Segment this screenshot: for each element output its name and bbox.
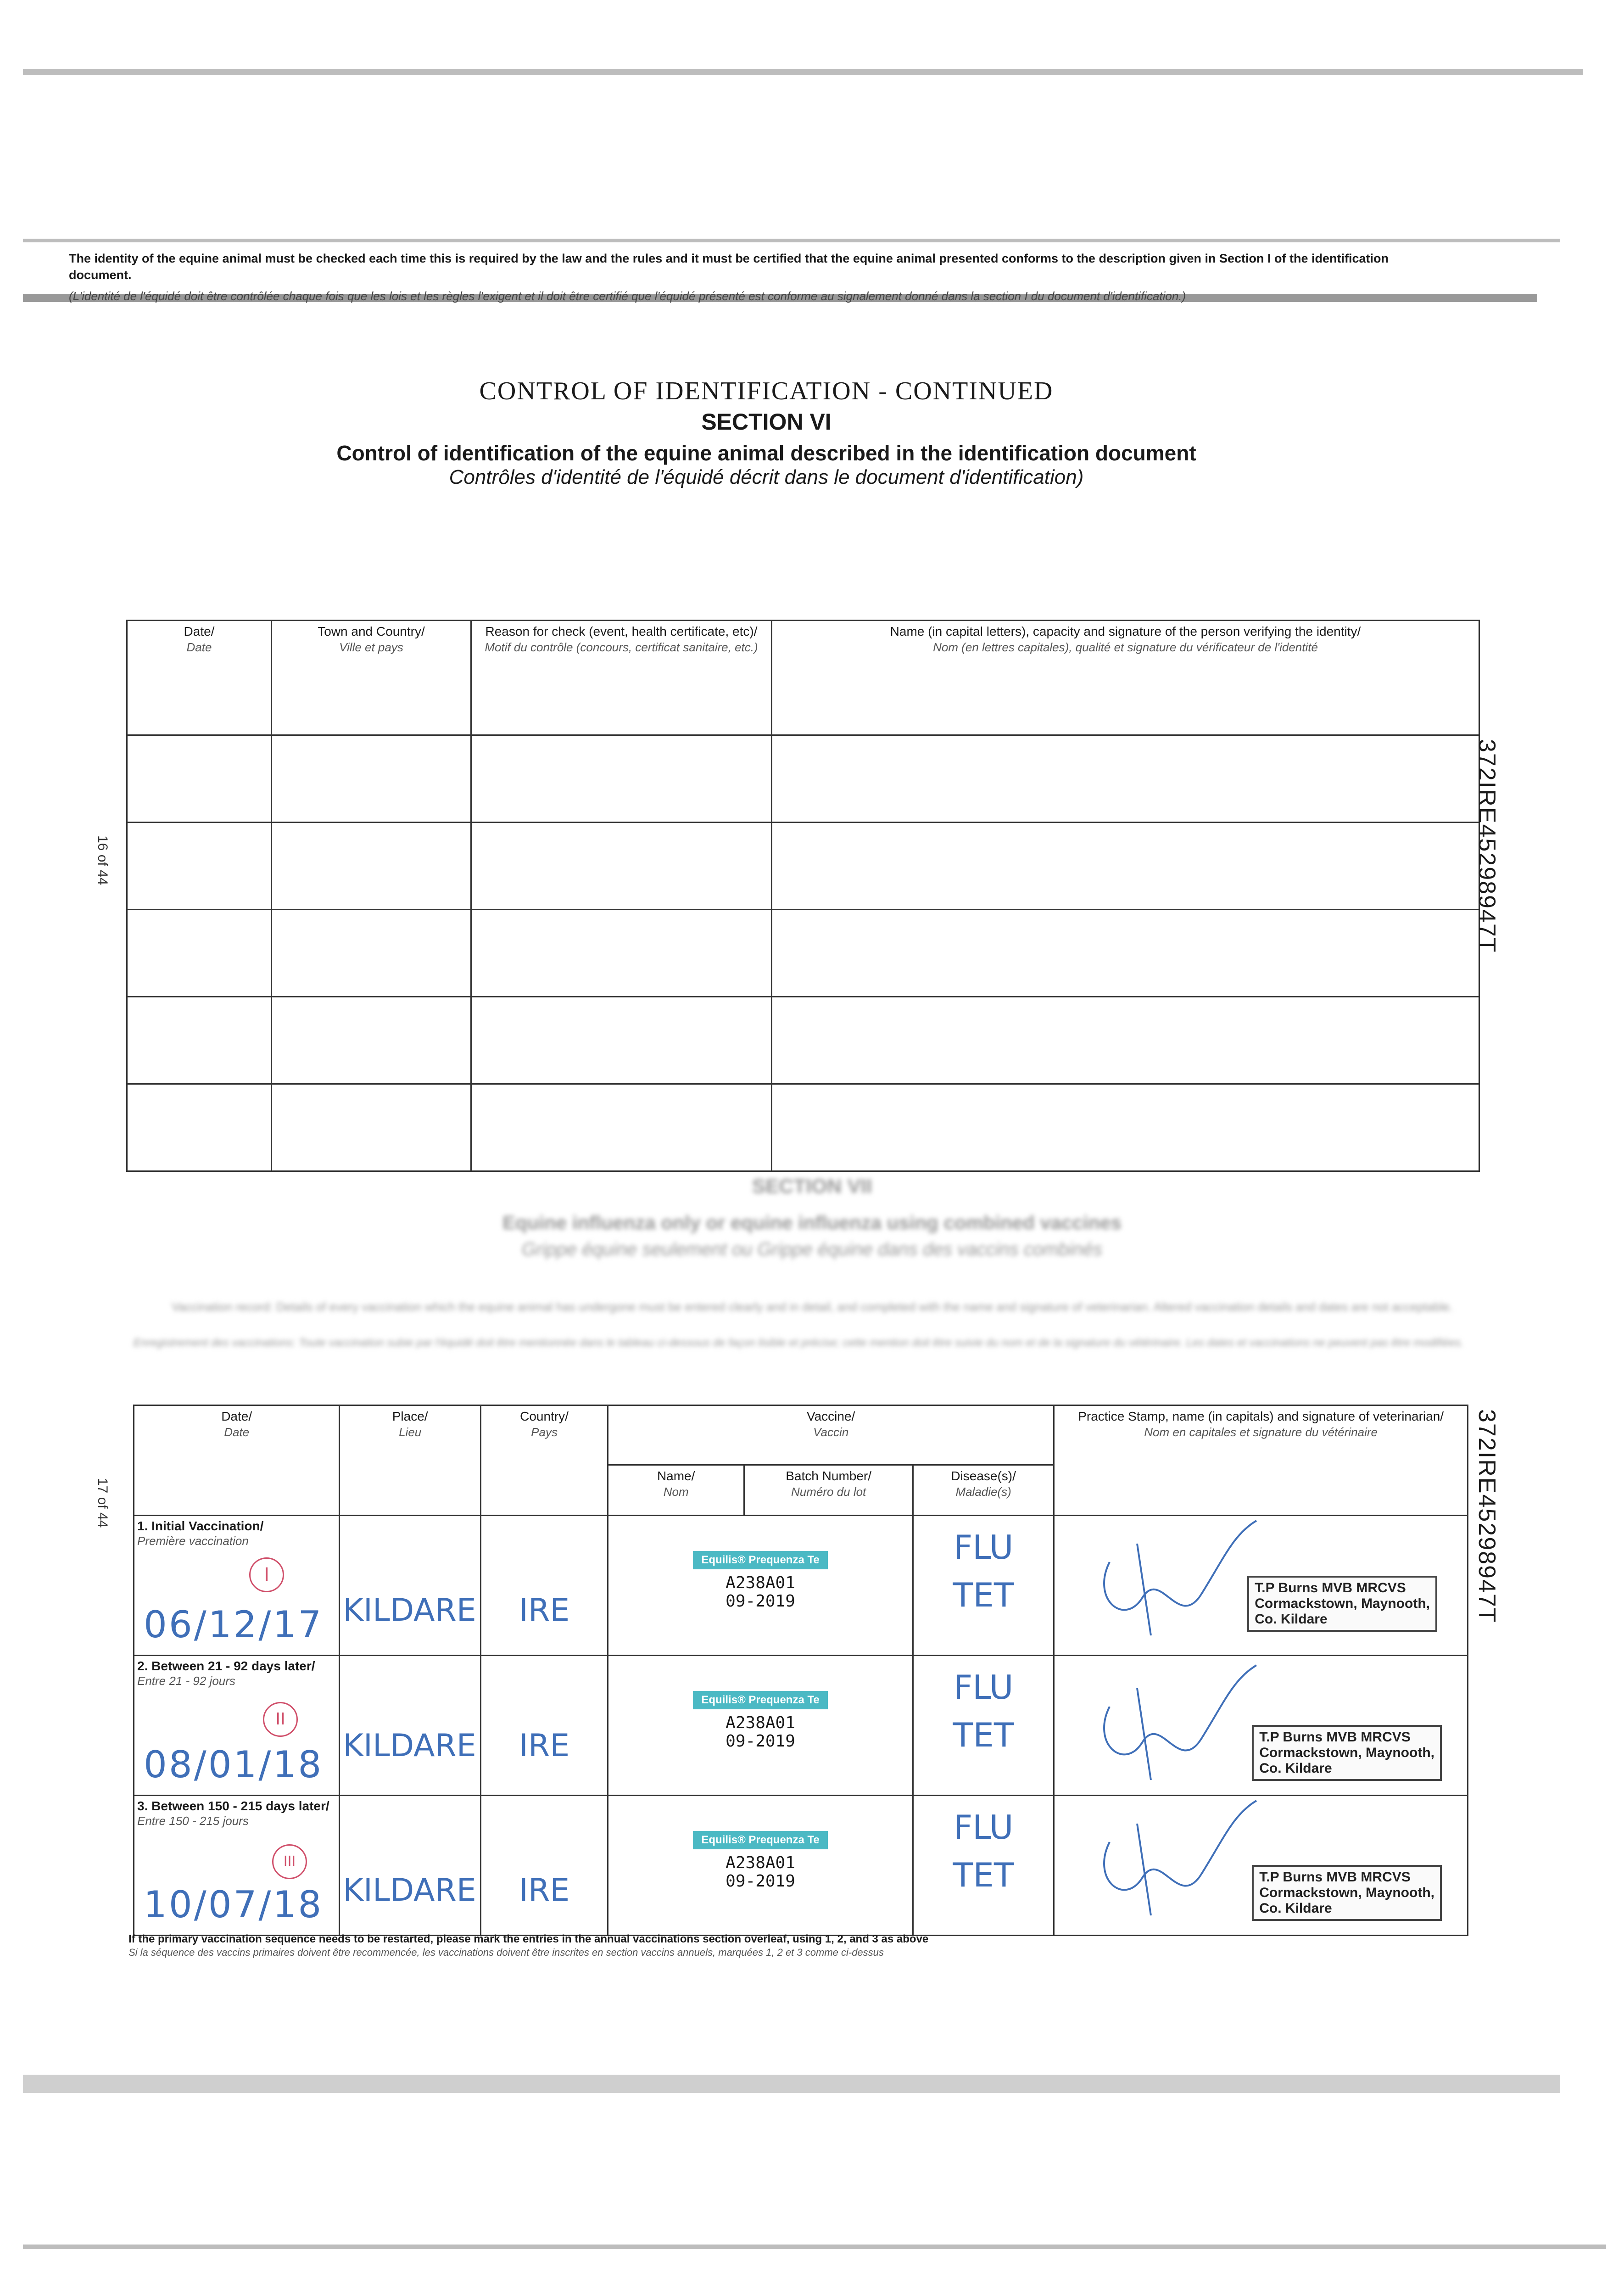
cell-reason[interactable]: [471, 735, 772, 823]
header-town: Town and Country/ Ville et pays: [272, 621, 471, 735]
vacc-date-cell[interactable]: [134, 1516, 340, 1656]
section-vii-text: Vaccination record: Details of every vaccination which the equine animal has undergone must be entered clearly and in detail, and completed with the name and signature of veterinarian. Altered vaccination details and dates are not acceptable.: [172, 1300, 1453, 1314]
disease-tet: TET: [953, 1856, 1014, 1894]
cell-verifier[interactable]: [772, 735, 1479, 823]
section-subtitle-fr: Contrôles d'identité de l'équidé décrit dans le document d'identification): [449, 466, 1084, 488]
vaccination-row-2: [134, 1656, 1468, 1796]
sequence-mark: I: [249, 1557, 284, 1592]
vacc-name-batch-cell[interactable]: [608, 1516, 913, 1656]
vaccination-country: IRE: [519, 1728, 570, 1764]
table-row: [127, 997, 1479, 1084]
vacc-header-name: Name/ Nom: [608, 1465, 744, 1516]
vacc-disease-cell[interactable]: [913, 1796, 1054, 1936]
cell-verifier[interactable]: [772, 910, 1479, 997]
practice-stamp: T.P Burns MVB MRCVS Cormackstown, Maynooth, Co. Kildare: [1247, 1576, 1437, 1632]
cell-reason[interactable]: [471, 997, 772, 1084]
cell-reason[interactable]: [471, 910, 772, 997]
vaccination-date: 08/01/18: [144, 1743, 324, 1786]
cell-date[interactable]: [127, 910, 272, 997]
cell-town[interactable]: [272, 1084, 471, 1171]
cell-date[interactable]: [127, 823, 272, 910]
vaccine-sticker: Equilis® Prequenza Te: [693, 1551, 827, 1569]
cell-date[interactable]: [127, 735, 272, 823]
page-number-top: 16 of 44: [95, 835, 110, 885]
vet-signature: [1082, 1796, 1275, 1929]
page-number-bottom: 17 of 44: [95, 1478, 110, 1528]
vaccination-place: KILDARE: [343, 1728, 476, 1764]
vacc-country-cell[interactable]: [481, 1796, 608, 1936]
cell-reason[interactable]: [471, 1084, 772, 1171]
id-number-top: 372IRE45298947T: [1473, 739, 1500, 953]
intro-text-fr: (L'identité de l'équidé doit être contrôlée chaque fois que les lois et les règles l'exigent et il doit être certifié que l'équidé présenté est conforme au signalement donné dans la section I du document d'identification.): [69, 289, 1186, 303]
table-row: [127, 735, 1479, 823]
vacc-name-batch-cell[interactable]: [608, 1656, 913, 1796]
batch-expiry: 09-2019: [725, 1872, 795, 1891]
vacc-place-cell[interactable]: [340, 1656, 481, 1796]
vacc-disease-cell[interactable]: [913, 1516, 1054, 1656]
vaccination-row-1: [134, 1516, 1468, 1656]
section-vii-text-fr: Enregistrement des vaccinations: Toute vaccination subie par l'équidé doit être mentionnée dans le tableau ci-dessous de façon lisible et précise; cette mention doit être suivie du nom et de la signature du vétérinaire. Les dates et vaccinations ne peuvent pas être modifiées.: [133, 1337, 1464, 1349]
cell-verifier[interactable]: [772, 823, 1479, 910]
vacc-header-country: Country/ Pays: [481, 1405, 608, 1516]
vacc-country-cell[interactable]: [481, 1656, 608, 1796]
section-title: SECTION VI: [701, 409, 832, 435]
sequence-mark: II: [263, 1702, 298, 1737]
scan-edge-bottom-2: [23, 2245, 1606, 2249]
cell-verifier[interactable]: [772, 1084, 1479, 1171]
row-label: 3. Between 150 - 215 days later/ Entre 150 - 215 jours: [137, 1799, 329, 1828]
vacc-header-date: Date/ Date: [134, 1405, 340, 1516]
id-number-bottom: 372IRE45298947T: [1473, 1409, 1500, 1623]
cell-reason[interactable]: [471, 823, 772, 910]
cell-verifier[interactable]: [772, 997, 1479, 1084]
vacc-header-place: Place/ Lieu: [340, 1405, 481, 1516]
vaccination-country: IRE: [519, 1592, 570, 1629]
vacc-disease-cell[interactable]: [913, 1656, 1054, 1796]
cell-date[interactable]: [127, 997, 272, 1084]
cell-town[interactable]: [272, 910, 471, 997]
intro-text: The identity of the equine animal must be checked each time this is required by the law and the rules and it must be certified that the equine animal presented conforms to the description given in Section I of the identification document.: [69, 252, 1389, 282]
vaccination-row-3: [134, 1796, 1468, 1936]
disease-tet: TET: [953, 1716, 1014, 1754]
vacc-header-vaccine: Vaccine/ Vaccin: [608, 1405, 1054, 1465]
row-label: 1. Initial Vaccination/ Première vaccination: [137, 1519, 264, 1548]
row-label: 2. Between 21 - 92 days later/ Entre 21 - 92 jours: [137, 1659, 315, 1688]
vacc-practice-cell[interactable]: [1054, 1796, 1468, 1936]
section-subtitle: Control of identification of the equine animal described in the identification document: [336, 441, 1196, 465]
vet-signature: [1082, 1516, 1275, 1649]
cell-town[interactable]: [272, 735, 471, 823]
batch-number: A238A01: [725, 1573, 795, 1592]
identity-check-table: [126, 620, 1480, 1172]
vacc-header-disease: Disease(s)/ Maladie(s): [913, 1465, 1054, 1516]
vacc-place-cell[interactable]: [340, 1516, 481, 1656]
vacc-practice-cell[interactable]: [1054, 1656, 1468, 1796]
footnote-fr: Si la séquence des vaccins primaires doivent être recommencée, les vaccinations doivent être inscrites en section vaccins annuels, marquées 1, 2 et 3 comme ci-dessus: [128, 1947, 884, 1958]
page-title: CONTROL OF IDENTIFICATION - CONTINUED: [479, 377, 1054, 405]
vaccination-date: 10/07/18: [144, 1883, 324, 1926]
header-reason: Reason for check (event, health certificate, etc)/ Motif du contrôle (concours, certificat sanitaire, etc.): [471, 621, 772, 735]
practice-stamp: T.P Burns MVB MRCVS Cormackstown, Maynooth, Co. Kildare: [1252, 1725, 1442, 1781]
batch-number: A238A01: [725, 1713, 795, 1732]
scan-edge-top: [23, 69, 1583, 75]
header-date: Date/ Date: [127, 621, 272, 735]
vaccination-place: KILDARE: [343, 1872, 476, 1909]
table-row: [127, 910, 1479, 997]
disease-flu: FLU: [953, 1668, 1014, 1707]
vacc-place-cell[interactable]: [340, 1796, 481, 1936]
section-vii-subtitle: Equine influenza only or equine influenza using combined vaccines: [502, 1212, 1122, 1233]
header-verifier: Name (in capital letters), capacity and signature of the person verifying the identity/ Nom (en lettres capitales), qualité et signature du vérificateur de l'identité: [772, 621, 1479, 735]
vaccine-sticker: Equilis® Prequenza Te: [693, 1691, 827, 1709]
table-row: [127, 823, 1479, 910]
cell-town[interactable]: [272, 997, 471, 1084]
batch-number: A238A01: [725, 1853, 795, 1872]
practice-stamp: T.P Burns MVB MRCVS Cormackstown, Maynooth, Co. Kildare: [1252, 1865, 1442, 1921]
section-vii-title: SECTION VII: [752, 1175, 872, 1198]
scan-edge-top-2: [23, 239, 1560, 242]
vaccination-place: KILDARE: [343, 1592, 476, 1629]
cell-date[interactable]: [127, 1084, 272, 1171]
cell-town[interactable]: [272, 823, 471, 910]
disease-flu: FLU: [953, 1528, 1014, 1567]
vacc-date-cell[interactable]: [134, 1796, 340, 1936]
footnote: If the primary vaccination sequence needs to be restarted, please mark the entries in the annual vaccinations section overleaf, using 1, 2, and 3 as above: [128, 1933, 929, 1945]
vacc-date-cell[interactable]: [134, 1656, 340, 1796]
batch-expiry: 09-2019: [725, 1592, 795, 1611]
scan-edge-bottom: [23, 2075, 1560, 2093]
vaccine-sticker: Equilis® Prequenza Te: [693, 1831, 827, 1849]
vacc-header-batch: Batch Number/ Numéro du lot: [744, 1465, 913, 1516]
vaccination-date: 06/12/17: [144, 1603, 324, 1646]
vacc-header-practice: Practice Stamp, name (in capitals) and signature of veterinarian/ Nom en capitales et signature du vétérinaire: [1054, 1405, 1468, 1516]
sequence-mark: III: [272, 1844, 307, 1879]
vacc-practice-cell[interactable]: [1054, 1516, 1468, 1656]
batch-expiry: 09-2019: [725, 1732, 795, 1751]
table-row: [127, 1084, 1479, 1171]
disease-flu: FLU: [953, 1808, 1014, 1847]
vacc-name-batch-cell[interactable]: [608, 1796, 913, 1936]
vaccination-country: IRE: [519, 1872, 570, 1909]
vacc-country-cell[interactable]: [481, 1516, 608, 1656]
disease-tet: TET: [953, 1576, 1014, 1614]
vaccination-table: [133, 1405, 1468, 1936]
vet-signature: [1082, 1656, 1275, 1789]
section-vii-subtitle-fr: Grippe équine seulement ou Grippe équine dans des vaccins combinés: [521, 1239, 1103, 1259]
